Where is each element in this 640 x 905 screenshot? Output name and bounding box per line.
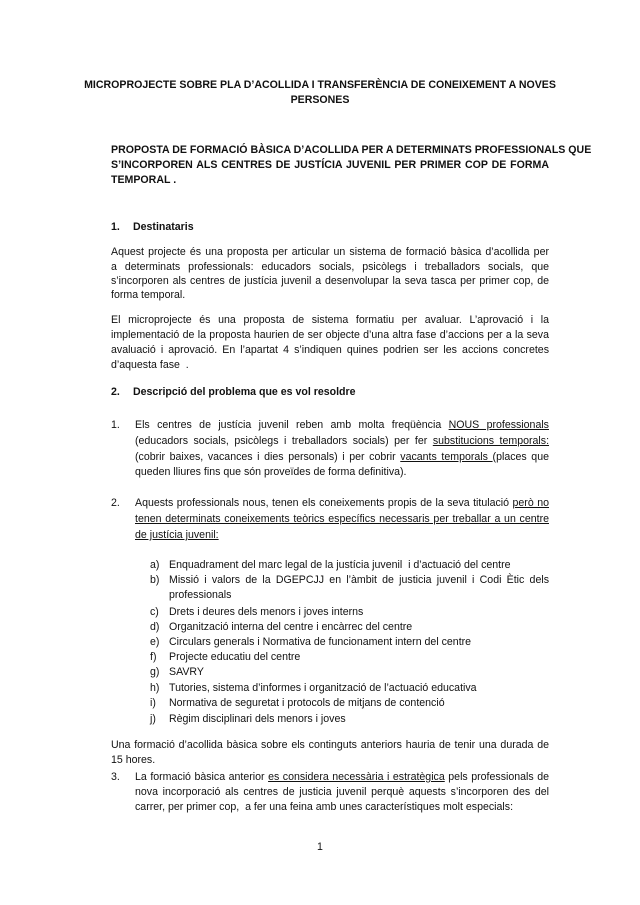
- topic-letter: f): [150, 651, 157, 663]
- list-item-line: [135, 450, 549, 464]
- topic-letter: d): [150, 621, 160, 633]
- paragraph-line: implementació de la proposta haurien de ser objecte d’una altra fase d’accions per a la seva: [111, 329, 549, 341]
- topic-letter: c): [150, 606, 159, 618]
- paragraph-line: a determinats professionals: educadors socials, psicòlegs i treballadors socials, que: [111, 261, 549, 273]
- topic-letter: a): [150, 559, 160, 571]
- paragraph-line: d’aquesta fase .: [111, 359, 189, 371]
- topic-text: Organització interna del centre i encàrrec del centre: [169, 621, 413, 633]
- text: La formació bàsica anterior: [135, 771, 269, 783]
- list-number: 2.: [111, 497, 120, 509]
- topic-text: Projecte educatiu del centre: [169, 651, 301, 663]
- list-item-line: [135, 434, 549, 448]
- list-item-line: de justícia juvenil:: [135, 529, 219, 541]
- topic-letter: g): [150, 666, 160, 678]
- topic-text: Enquadrament del marc legal de la justícia juvenil i d’actuació del centre: [169, 559, 511, 571]
- topic-letter: b): [150, 574, 160, 586]
- section-heading: Descripció del problema que es vol resoldre: [133, 386, 356, 398]
- topic-text: Normativa de seguretat i protocols de mitjans de contenció: [169, 697, 445, 709]
- topic-text: Règim disciplinari dels menors i joves: [169, 713, 346, 725]
- text: Aquests professionals nous, tenen els coneixements propis de la seva titulació: [135, 497, 513, 509]
- underlined-text: es considera necessària i estratègica: [268, 771, 445, 783]
- paragraph-line: 15 hores.: [111, 754, 156, 766]
- document-title-line2: PERSONES: [290, 94, 350, 106]
- list-number: 3.: [111, 771, 120, 783]
- topic-letter: i): [150, 697, 156, 709]
- topic-letter: e): [150, 636, 160, 648]
- list-item-line: tenen determinats coneixements teòrics específics necessaris per treballar a un centre: [135, 513, 549, 525]
- paragraph-line: Una formació d’acollida bàsica sobre els continguts anteriors hauria de tenir una durada de: [111, 739, 549, 751]
- list-item-line: nova incorporació als centres de justicia juvenil perquè aquests s’incorporen des del: [135, 786, 549, 798]
- document-title: MICROPROJECTE SOBRE PLA D’ACOLLIDA I TRANSFERÈNCIA DE CONEIXEMENT A NOVES: [84, 79, 556, 91]
- subtitle-line: S’INCORPOREN ALS CENTRES DE JUSTÍCIA JUVENIL PER PRIMER COP DE FORMA: [111, 159, 549, 171]
- text: (cobrir baixes, vacances i dies personals) i per cobrir: [135, 451, 401, 463]
- text: (educadors socials, psicòlegs i treballadors socials) per fer: [135, 435, 433, 447]
- text: Els centres de justícia juvenil reben amb molta freqüència: [135, 419, 449, 431]
- text: (places que: [492, 451, 549, 463]
- topic-text: professionals: [169, 589, 232, 601]
- underlined-text: però no: [512, 497, 549, 509]
- list-item-line: [135, 770, 549, 784]
- paragraph-line: El microprojecte és una proposta de sistema formatiu per avaluar. L’aprovació i la: [111, 314, 549, 326]
- paragraph-line: avaluació i aprovació. En l’apartat 4 s’indiquen quines podrien ser les accions concretes: [111, 344, 549, 356]
- section-number: 2.: [111, 386, 120, 398]
- underlined-text: vacants temporals: [400, 451, 493, 463]
- list-item-line: queden lliures fins que són proveïdes de forma definitiva).: [135, 466, 407, 478]
- paragraph-line: Aquest projecte és una proposta per articular un sistema de formació bàsica d’acollida per: [111, 246, 549, 258]
- underlined-text: NOUS professionals: [448, 419, 549, 431]
- paragraph-line: forma temporal.: [111, 289, 186, 301]
- section-number: 1.: [111, 221, 120, 233]
- topic-letter: j): [150, 713, 156, 725]
- subtitle-line: TEMPORAL .: [111, 174, 177, 186]
- list-item-line: [135, 418, 549, 432]
- underlined-text: substitucions temporals:: [432, 435, 550, 447]
- paragraph-line: s’incorporen als centres de justícia juvenil a desenvolupar la seva tasca per primer cop, de: [111, 275, 549, 287]
- list-item-line: carrer, per primer cop, a fer una feina amb unes característiques molt especials:: [135, 801, 514, 813]
- section-heading: Destinataris: [133, 221, 194, 233]
- topic-letter: h): [150, 682, 160, 694]
- page-number: 1: [317, 841, 323, 853]
- topic-text: Circulars generals i Normativa de funcionament intern del centre: [169, 636, 472, 648]
- topic-text: Drets i deures dels menors i joves interns: [169, 606, 364, 618]
- topic-text: SAVRY: [169, 666, 204, 678]
- text: pels professionals de: [444, 771, 549, 783]
- subtitle-line: PROPOSTA DE FORMACIÓ BÀSICA D’ACOLLIDA PER A DETERMINATS PROFESSIONALS QUE: [111, 144, 592, 156]
- list-item-line: [135, 496, 549, 510]
- topic-text: Tutories, sistema d’informes i organització de l’actuació educativa: [169, 682, 477, 694]
- list-number: 1.: [111, 419, 120, 431]
- topic-text: Missió i valors de la DGEPCJJ en l’àmbit de justicia juvenil i Codi Ètic dels: [169, 574, 549, 586]
